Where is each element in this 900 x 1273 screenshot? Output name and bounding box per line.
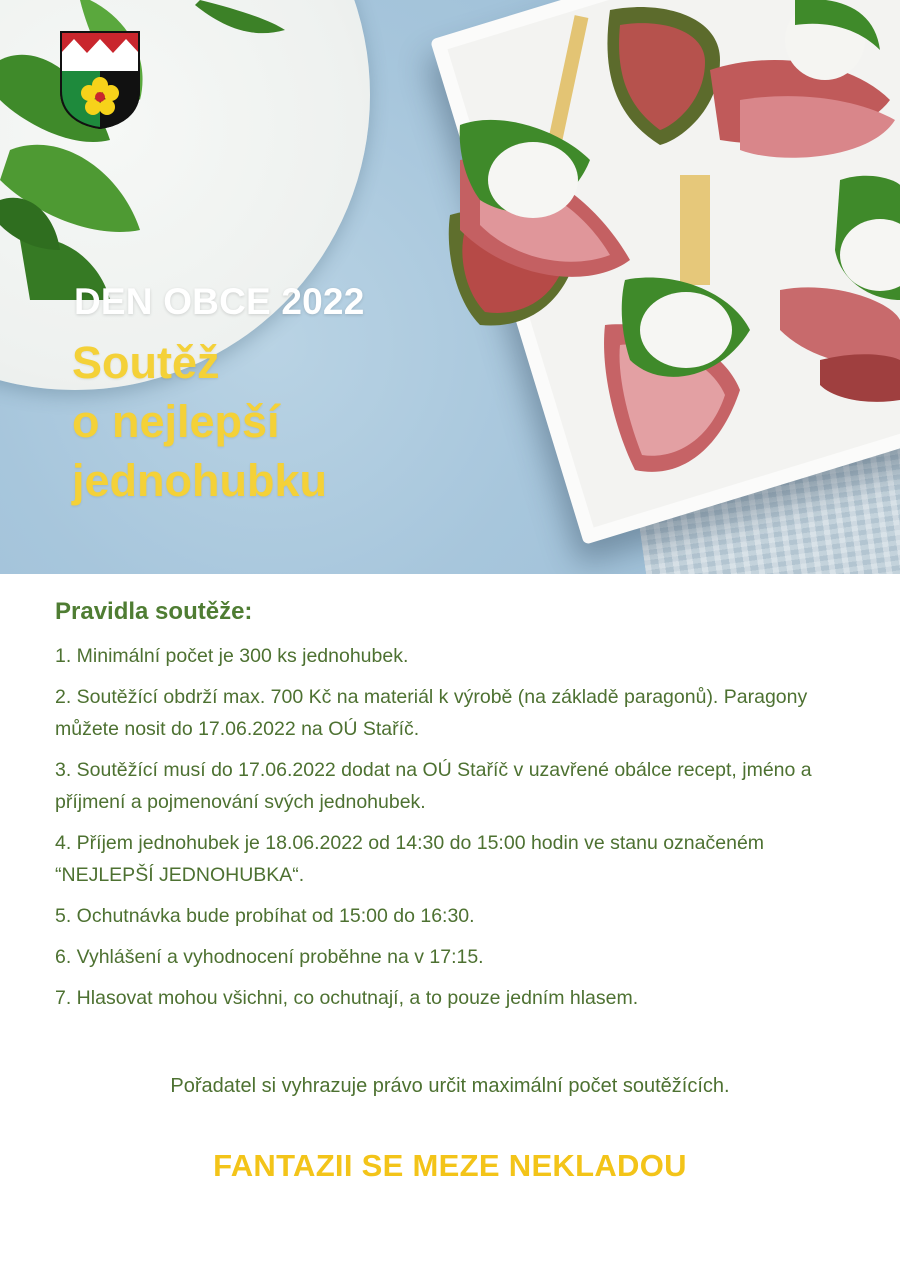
rule-item: 7. Hlasovat mohou všichni, co ochutnají, a to pouze jedním hlasem. [55, 987, 639, 1009]
rule-item: 3. Soutěžící musí do 17.06.2022 dodat na OÚ Staříč v uzavřené obálce recept, jméno a příjmení a pojmenování svých jednohubek. [55, 759, 812, 813]
canapes-image [420, 0, 900, 500]
title-line: Soutěž [72, 337, 220, 388]
rule-item: 5. Ochutnávka bude probíhat od 15:00 do 16:30. [55, 905, 475, 927]
organizer-note: Pořadatel si vyhrazuje právo určit maximální počet soutěžících. [170, 1075, 730, 1097]
hero-photo [0, 0, 900, 574]
coat-of-arms-logo [60, 31, 140, 129]
rules-heading: Pravidla soutěže: [55, 598, 253, 625]
rule-item: 6. Vyhlášení a vyhodnocení proběhne na v 17:15. [55, 946, 484, 968]
rule-item: 2. Soutěžící obdrží max. 700 Kč na materiál k výrobě (na základě paragonů). Paragony můžete nosit do 17.06.2022 na OÚ Staříč. [55, 686, 808, 740]
slogan: FANTAZII SE MEZE NEKLADOU [213, 1148, 687, 1183]
mint-leaves-image [0, 0, 300, 300]
rule-item: 1. Minimální počet je 300 ks jednohubek. [55, 645, 409, 667]
event-title: DEN OBCE 2022 [74, 281, 365, 322]
rules-section [55, 598, 855, 1023]
rule-item: 4. Příjem jednohubek je 18.06.2022 od 14:30 do 15:00 hodin ve stanu označeném “NEJLEPŠÍ JEDNOHUBKA“. [55, 832, 765, 886]
title-line: jednohubku [72, 455, 327, 506]
title-line: o nejlepší [72, 396, 280, 447]
contest-title [72, 333, 327, 510]
